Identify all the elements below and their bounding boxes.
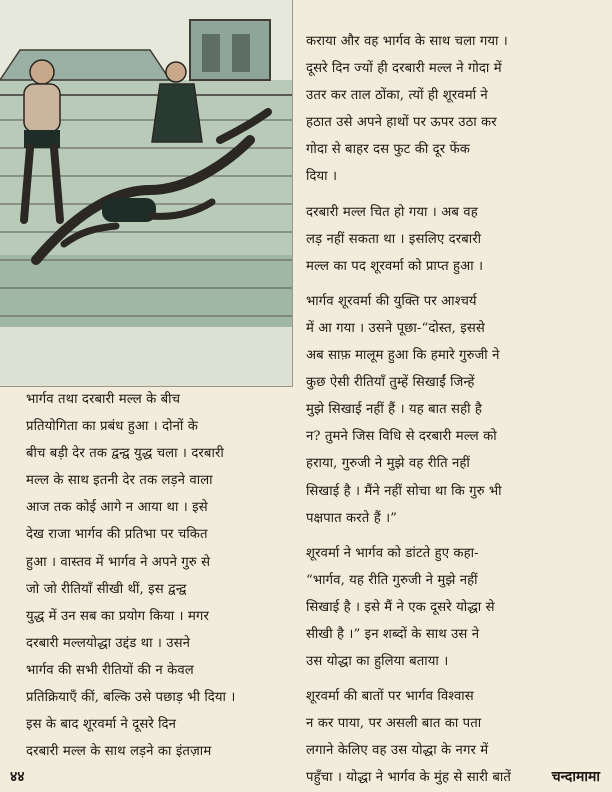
right-line-17: सिखाई है । मैंने नहीं सोचा था कि गुरु भी — [306, 483, 502, 499]
right-line-19: शूरवर्मा ने भार्गव को डांटते हुए कहा- — [306, 545, 479, 561]
left-line-11: भार्गव की सभी रीतियों की न केवल — [26, 662, 194, 678]
right-line-13: कुछ ऐसी रीतियाँ तुम्हें सिखाईं जिन्हें — [306, 375, 475, 391]
right-line-5: गोदा से बाहर दस फुट की दूर फेंक — [306, 142, 471, 158]
paragraph-gap — [306, 191, 588, 199]
left-line-7: हुआ । वास्तव में भार्गव ने अपने गुरु से — [26, 554, 211, 570]
paragraph-gap — [306, 532, 588, 540]
left-line-3: बीच बड़ी देर तक द्वन्द्व युद्ध चला । दरबारी — [26, 446, 224, 462]
right-line-12: अब साफ़ मालूम हुआ कि हमारे गुरुजी ने — [306, 348, 500, 364]
wrestling-illustration — [0, 0, 293, 387]
right-line-11: में आ गया । उसने पूछा-“दोस्त, इससे — [306, 320, 485, 336]
right-text-column — [306, 28, 588, 792]
right-line-21: सिखाई है । इसे मैं ने एक दूसरे योद्धा से — [306, 599, 495, 615]
right-line-7: दरबारी मल्ल चित हो गया । अब वह — [306, 204, 478, 220]
right-line-3: उतर कर ताल ठोंका, त्यों ही शूरवर्मा ने — [306, 88, 488, 104]
right-line-4: हठात उसे अपने हाथों पर ऊपर उठा कर — [306, 115, 497, 131]
left-line-12: प्रतिक्रियाएँ कीं, बल्कि उसे पछाड़ भी दिया । — [26, 690, 236, 706]
right-line-25: न कर पाया, पर असली बात का पता — [306, 716, 482, 732]
paragraph-gap — [306, 280, 588, 288]
right-line-1: कराया और वह भार्गव के साथ चला गया । — [306, 34, 508, 49]
right-line-8: लड़ नहीं सकता था । इसलिए दरबारी — [306, 231, 482, 247]
left-line-6: देख राजा भार्गव की प्रतिभा पर चकित — [26, 527, 208, 543]
right-line-16: हराया, गुरुजी ने मुझे वह रीति नहीं — [306, 456, 470, 472]
left-line-13: इस के बाद शूरवर्मा ने दूसरे दिन — [26, 717, 177, 733]
right-line-20: “भार्गव, यह रीति गुरुजी ने मुझे नहीं — [306, 572, 478, 588]
right-line-23: उस योद्धा का हुलिया बताया । — [306, 654, 449, 670]
right-line-26: लगाने केलिए वह उस योद्धा के नगर में — [306, 743, 489, 759]
right-line-15: न? तुमने जिस विधि से दरबारी मल्ल को — [306, 429, 497, 445]
right-line-9: मल्ल का पद शूरवर्मा को प्राप्त हुआ । — [306, 258, 484, 274]
left-text-column — [26, 386, 292, 765]
left-line-9: युद्ध में उन सब का प्रयोग किया । मगर — [26, 608, 209, 624]
paragraph-gap — [306, 675, 588, 683]
left-line-8: जो जो रीतियाँ सीखी थीं, इस द्वन्द्व — [26, 581, 187, 597]
right-line-2: दूसरे दिन ज्यों ही दरबारी मल्ल ने गोदा में — [306, 61, 502, 77]
left-line-14: दरबारी मल्ल के साथ लड़ने का इंतज़ाम — [26, 744, 212, 760]
page-number: ४४ — [10, 769, 25, 785]
right-line-14: मुझे सिखाई नहीं हैं । यह बात सही है — [306, 402, 482, 418]
left-line-4: मल्ल के साथ इतनी देर तक लड़ने वाला — [26, 473, 213, 489]
left-line-10: दरबारी मल्लयोद्धा उद्दंड था । उसने — [26, 635, 191, 651]
right-line-22: सीखी है ।” इन शब्दों के साथ उस ने — [306, 626, 480, 642]
right-line-18: पक्षपात करते हैं ।” — [306, 510, 398, 526]
right-line-27: पहुँचा । योद्धा ने भार्गव के मुंह से सारी बातें — [306, 770, 512, 786]
left-line-5: आज तक कोई आगे न आया था । इसे — [26, 500, 208, 516]
illustration-art — [0, 0, 292, 386]
right-line-10: भार्गव शूरवर्मा की युक्ति पर आश्चर्य — [306, 293, 477, 309]
right-line-24: शूरवर्मा की बातों पर भार्गव विश्वास — [306, 689, 474, 705]
left-line-1: भार्गव तथा दरबारी मल्ल के बीच — [26, 392, 181, 407]
magazine-title: चन्दामामा — [551, 769, 600, 785]
right-line-6: दिया । — [306, 169, 338, 185]
left-line-2: प्रतियोगिता का प्रबंध हुआ । दोनों के — [26, 419, 198, 435]
